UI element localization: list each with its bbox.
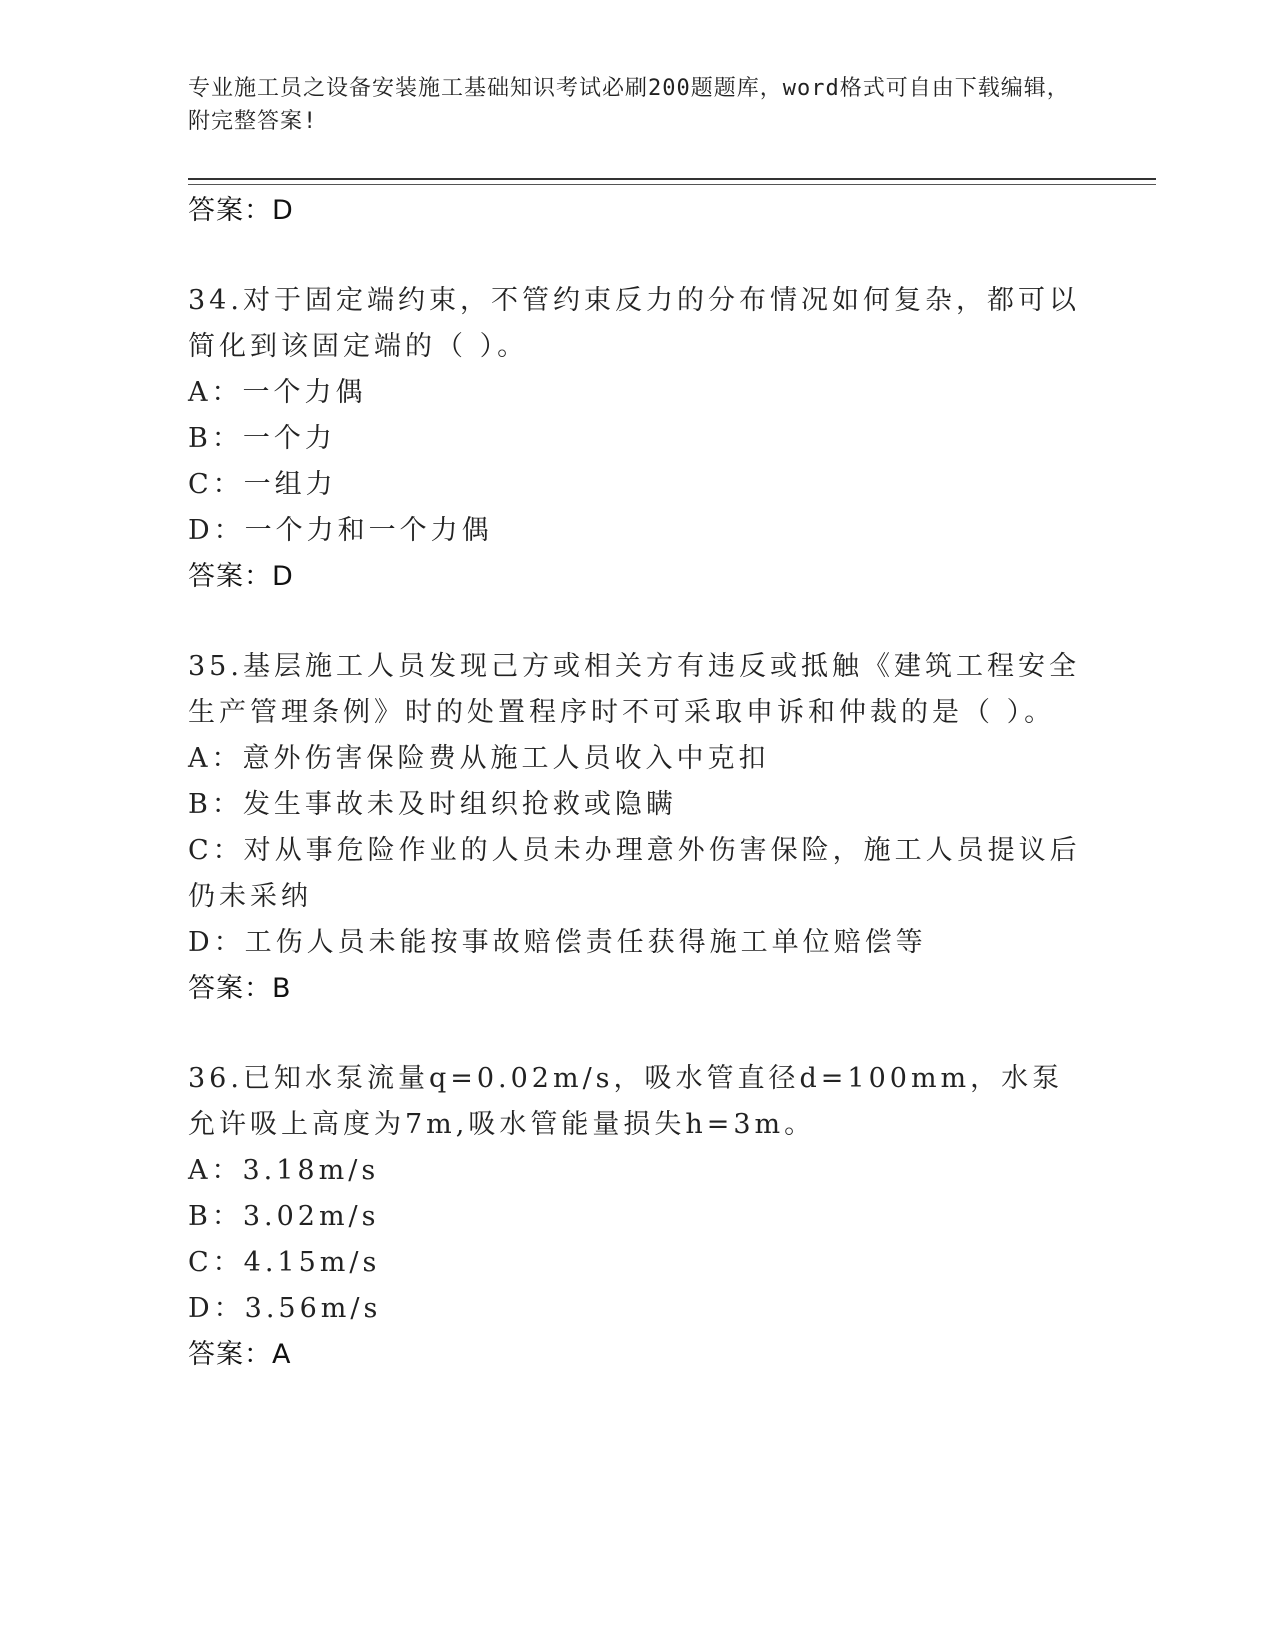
previous-answer: 答案：D: [188, 195, 294, 226]
option-d: D：一个力和一个力偶: [188, 515, 493, 546]
option-a: A：意外伤害保险费从施工人员收入中克扣: [188, 743, 770, 774]
answer: 答案：A: [188, 1339, 292, 1370]
option-a: A：一个力偶: [188, 377, 367, 408]
question-content: [188, 188, 1088, 1378]
answer: 答案：B: [188, 973, 292, 1004]
option-d: D：工伤人员未能按事故赔偿责任获得施工单位赔偿等: [188, 927, 927, 958]
answer: 答案：D: [188, 561, 294, 592]
question-36: [188, 1056, 1088, 1378]
page-header: [188, 72, 1088, 138]
header-divider-secondary: [188, 184, 1156, 185]
option-c: C：一组力: [188, 469, 337, 500]
option-d: D：3.56m/s: [188, 1293, 382, 1324]
question-35: [188, 644, 1088, 1012]
option-b: B：发生事故未及时组织抢救或隐瞒: [188, 789, 677, 820]
option-a: A：3.18m/s: [188, 1155, 380, 1186]
header-divider: [188, 178, 1156, 180]
option-c: C：对从事危险作业的人员未办理意外伤害保险，施工人员提议后仍未采纳: [188, 835, 1081, 912]
option-b: B：3.02m/s: [188, 1201, 380, 1232]
question-34: [188, 278, 1088, 600]
option-c: C：4.15m/s: [188, 1247, 381, 1278]
question-text: 34.对于固定端约束，不管约束反力的分布情况如何复杂，都可以简化到该固定端的（ ）。: [188, 285, 1080, 362]
question-text: 36.已知水泵流量q=0.02m/s，吸水管直径d=100mm，水泵允许吸上高度为7m,吸水管能量损失h=3m。: [188, 1063, 1064, 1140]
question-text: 35.基层施工人员发现己方或相关方有违反或抵触《建筑工程安全生产管理条例》时的处置程序时不可采取申诉和仲裁的是（ ）。: [188, 651, 1080, 728]
option-b: B：一个力: [188, 423, 336, 454]
header-text: 专业施工员之设备安装施工基础知识考试必刷200题题库，word格式可自由下载编辑，附完整答案!: [188, 76, 1070, 134]
